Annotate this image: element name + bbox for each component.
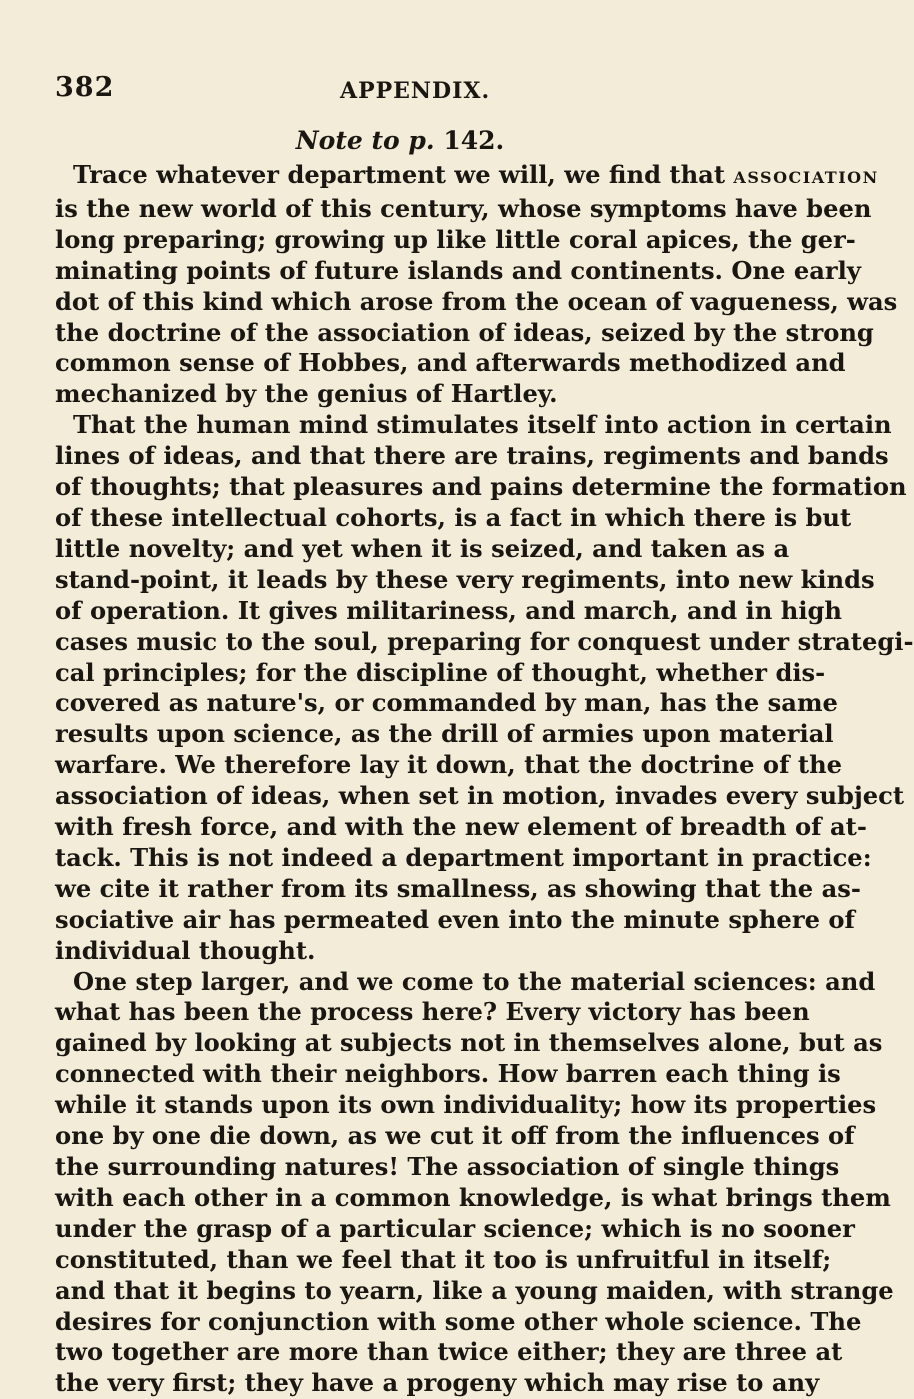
- text-line: constituted, than we feel that it too is unfruitful in itself;: [55, 1244, 832, 1274]
- text-line: common sense of Hobbes, and afterwards methodized and: [55, 348, 846, 378]
- page-header: [55, 72, 725, 112]
- text-line: That the human mind stimulates itself into action in certain: [73, 410, 892, 440]
- text-line: stand-point, it leads by these very regiments, into new kinds: [55, 564, 875, 594]
- text-line: dot of this kind which arose from the ocean of vagueness, was: [55, 286, 898, 316]
- note-heading-prefix: Note to p.: [295, 126, 435, 155]
- text-line: lines of ideas, and that there are trains, regiments and bands: [55, 441, 889, 471]
- text-line: of operation. It gives militariness, and march, and in high: [55, 595, 843, 625]
- text-line: results upon science, as the drill of armies upon material: [55, 719, 834, 749]
- text-line: we cite it rather from its smallness, as showing that the as-: [55, 873, 861, 903]
- text-line: little novelty; and yet when it is seized, and taken as a: [55, 533, 790, 563]
- text-line: individual thought.: [55, 935, 316, 965]
- text-line: cal principles; for the discipline of thought, whether dis-: [55, 657, 826, 687]
- text-line: One step larger, and we come to the material sciences: and: [73, 966, 876, 996]
- text-line: cases music to the soul, preparing for conquest under strategi-: [55, 626, 914, 656]
- text-line: gained by looking at subjects not in themselves alone, but as: [55, 1028, 883, 1058]
- paragraph: [55, 410, 914, 966]
- text-line: Trace whatever department we will, we find that ASSOCIATION: [73, 160, 879, 189]
- text-line: what has been the process here? Every victory has been: [55, 997, 810, 1027]
- text-line: desires for conjunction with some other whole science. The: [55, 1306, 862, 1336]
- text-line: sociative air has permeated even into the minute sphere of: [55, 904, 855, 934]
- text-line: warfare. We therefore lay it down, that the doctrine of the: [55, 750, 843, 780]
- text-line: the doctrine of the association of ideas, seized by the strong: [55, 317, 874, 347]
- text-line: association of ideas, when set in motion, invades every subject: [55, 781, 904, 811]
- text-line: is the new world of this century, whose symptoms have been: [55, 193, 872, 223]
- text-line: the very first; they have a progeny which may rise to any: [55, 1368, 820, 1398]
- running-head: APPENDIX.: [340, 78, 491, 104]
- paragraph: [55, 966, 894, 1399]
- text-line: one by one die down, as we cut it off from the influences of: [55, 1121, 855, 1151]
- note-heading: [0, 126, 800, 155]
- text-line: long preparing; growing up like little coral apices, the ger-: [55, 224, 856, 254]
- text-line: while it stands upon its own individuality; how its properties: [55, 1090, 877, 1120]
- small-caps-word: ASSOCIATION: [733, 168, 879, 187]
- body-text: [55, 160, 914, 1399]
- text-line: of thoughts; that pleasures and pains determine the formation: [55, 472, 907, 502]
- note-heading-page-ref: 142.: [443, 126, 505, 155]
- text-line: minating points of future islands and continents. One early: [55, 255, 861, 285]
- text-line: with fresh force, and with the new element of breadth of at-: [55, 812, 867, 842]
- text-line: two together are more than twice either; they are three at: [55, 1337, 843, 1367]
- text-line: with each other in a common knowledge, is what brings them: [55, 1182, 891, 1212]
- paragraph: [55, 160, 898, 410]
- text-line: connected with their neighbors. How barren each thing is: [55, 1059, 841, 1089]
- page-number: 382: [55, 72, 115, 103]
- text-line: of these intellectual cohorts, is a fact in which there is but: [55, 502, 852, 532]
- text-line: mechanized by the genius of Hartley.: [55, 379, 558, 409]
- text-line: covered as nature's, or commanded by man, has the same: [55, 688, 838, 718]
- text-line: the surrounding natures! The association of single things: [55, 1152, 840, 1181]
- text-line: and that it begins to yearn, like a young maiden, with strange: [55, 1275, 894, 1305]
- text-line: tack. This is not indeed a department important in practice:: [55, 842, 872, 872]
- text-line: under the grasp of a particular science; which is no sooner: [55, 1213, 855, 1243]
